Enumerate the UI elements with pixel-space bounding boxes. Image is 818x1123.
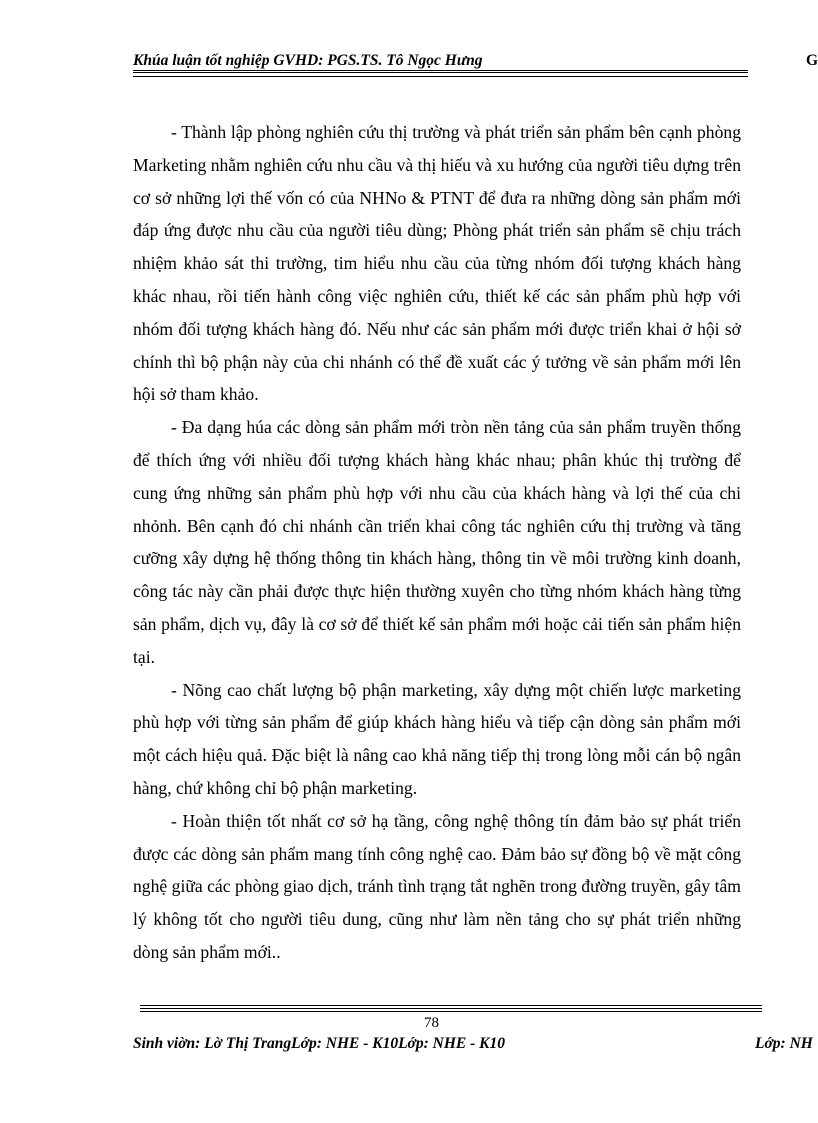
- header-right-text: G: [806, 52, 818, 69]
- header-divider-thin: [133, 76, 748, 77]
- paragraph-4: - Hoàn thiện tốt nhất cơ sở hạ tầng, công nghệ thông tín đảm bảo sự phát triển được các dòng sản phẩm mang tính công nghệ cao. Đảm bảo sự đồng bộ về mặt công nghệ giữa các phòng giao dịch, tránh tình trạng tắt nghẽn trong đường truyền, gây tâm lý không tốt cho người tiêu dung, cũng như làm nền tảng cho sự phát triển những dòng sản phẩm mới..: [133, 810, 741, 962]
- footer-divider: [140, 1005, 762, 1009]
- footer-divider-thin: [140, 1011, 762, 1012]
- footer-class-info: Lớp: NH: [755, 1035, 813, 1052]
- document-body: [133, 116, 741, 969]
- paragraph-1: - Thành lập phòng nghiên cứu thị trường và phát triển sản phẩm bên cạnh phòng Marketing nhằm nghiên cứu nhu cầu và thị hiếu và xu hướng của người tiêu dựng trên cơ sở những lợi thế vốn có của NHNo & PTNT để đưa ra những dòng sản phẩm mới đáp ứng được nhu cầu của người tiêu dùng; Phòng phát triển sản phẩm sẽ chịu trách nhiệm khảo sát thi trường, tim hiểu nhu cầu của từng nhóm đối tượng khách hàng khác nhau, rồi tiến hành công việc nghiên cứu, thiết kế các sản phẩm phù hợp với nhóm đối tượng khách hàng đó. Nếu như các sản phẩm mới được triển khai ở hội sở chính thì bộ phận này của chi nhánh có thể đề xuất các ý tưởng về sản phẩm mới lên hội sở tham khảo.: [133, 122, 741, 405]
- footer-student-info: Sinh viờn: Lờ Thị TrangLớp: NHE - K10Lớp: NHE - K10: [133, 1035, 505, 1052]
- header-thesis-title: Khúa luận tốt nghiệp GVHD: PGS.TS. Tô Ngọc Hưng: [133, 52, 483, 69]
- paragraph-3: - Nõng cao chất lượng bộ phận marketing, xây dựng một chiến lược marketing phù hợp với từng sản phẩm để giúp khách hàng hiểu và tiếp cận dòng sản phẩm mới một cách hiệu quả. Đặc biệt là nâng cao khả năng tiếp thị trong lòng mỗi cán bộ ngân hàng, chứ không chỉ bộ phận marketing.: [133, 679, 741, 798]
- paragraph-2: - Đa dạng húa các dòng sản phẩm mới tròn nền tảng của sản phẩm truyền thống để thích ứng với nhiều đối tượng khách hàng khác nhau; phân khúc thị trường để cung ứng những sản phẩm phù hợp với nhu cầu của khách hàng và lợi thế của chi nhỏnh. Bên cạnh đó chi nhánh cần triển khai công tác nghiên cứu thị trường và tăng cưỡng xây dựng hệ thống thông tin khách hàng, thông tin về môi trường kinh doanh, công tác này cần phải được thực hiện thường xuyên cho từng nhóm khách hàng từng sản phẩm, dịch vụ, đây là cơ sở để thiết kế sản phẩm mới hoặc cải tiến sản phẩm hiện tại.: [133, 417, 741, 667]
- page-number: 78: [424, 1015, 439, 1031]
